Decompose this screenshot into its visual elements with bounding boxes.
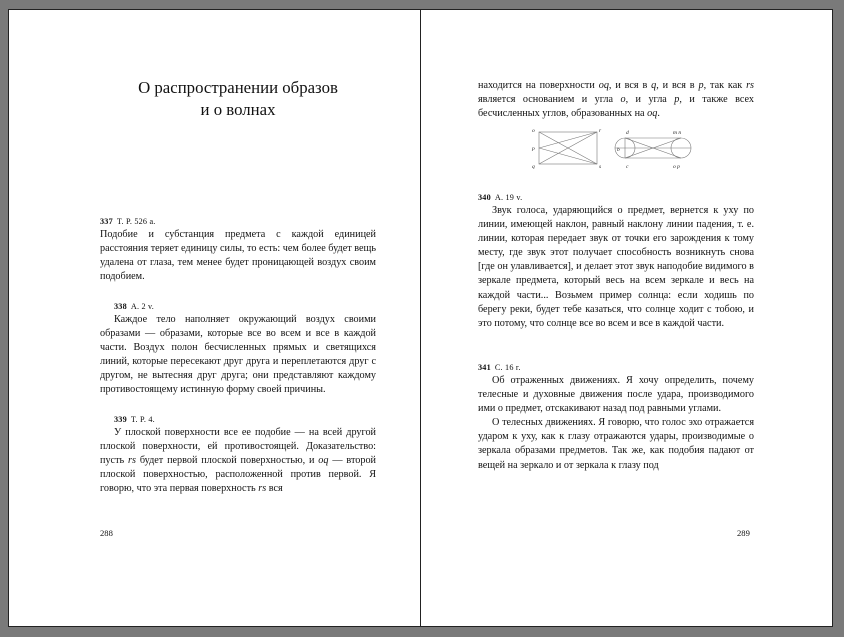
paragraph: Об отраженных движениях. Я хочу определить, почему телесные и духовные движения после удара, производимого ими о предмет, отскакивают назад под равными углами.: [478, 375, 754, 415]
math-symbol: p: [674, 94, 680, 106]
text-run: .: [657, 108, 660, 120]
chapter-title: [100, 77, 376, 121]
book-spread: [9, 10, 832, 626]
chapter-title-line-2: и о волнах: [200, 100, 276, 119]
section-339-continued: [478, 79, 754, 121]
math-symbol: o: [620, 94, 626, 106]
paragraph: Подобие и субстанция предмета с каждой единицей расстояния теряет единицу силы, то есть: чем более будет вещь удалена от глаза, тем менее будет проницающей воздух своим подобием.: [100, 229, 376, 283]
chapter-title-line-1: О распространении образов: [138, 78, 338, 97]
label-o: o: [532, 128, 535, 134]
text-run: — второй плоской поверхностью, расположенной против первой. Я говорю, что эта первая поверхность: [100, 455, 376, 495]
section-source: C. 16 r.: [494, 363, 521, 372]
section-number: 339: [114, 415, 127, 424]
section-ref: [100, 301, 376, 312]
label-mn: m n: [673, 130, 682, 136]
cross-line: [539, 132, 597, 148]
section-source: T. P. 4.: [130, 415, 155, 424]
page-number: 289: [737, 528, 750, 538]
text-run: , и вся в: [656, 80, 699, 91]
text-run: , и также всех бесчисленных углов, образованных на: [478, 94, 755, 120]
section-number: 338: [114, 302, 127, 311]
text-run: , так как: [703, 80, 747, 91]
page-number: 288: [100, 528, 113, 538]
section-number: 337: [100, 217, 113, 226]
circles-figure: [615, 138, 691, 158]
text-run: вся: [266, 483, 283, 495]
text-run: является основанием и угла: [478, 94, 621, 106]
right-page: [421, 10, 832, 626]
paragraph: Каждое тело наполняет окружающий воздух своими образами — образами, которые все во всем и все в каждой части. Воздух полон бесчисленных прямых и светящихся линий, которые пересекают друг друга и переплетаются друг с другом, не вытесняя друг друга; они представляют каждому противостоящему истинную форму своей причины.: [100, 314, 376, 396]
section-source: A. 2 v.: [130, 302, 155, 311]
label-b: b: [617, 147, 620, 153]
section-340: [478, 192, 754, 331]
section-source: A. 19 v.: [494, 193, 523, 202]
left-page: [9, 10, 420, 626]
cross-line: [539, 148, 597, 164]
section-341: [478, 362, 754, 473]
text-run: У плоской поверхности все ее подобие — на всей другой плоской поверхности, ей противостоящей. Доказательство: пусть: [100, 427, 376, 467]
section-number: 340: [478, 193, 491, 202]
math-symbol: p: [698, 80, 704, 91]
math-symbol: oq: [318, 455, 329, 467]
label-d: d: [626, 130, 629, 136]
paragraph: Звук голоса, ударяющийся о предмет, вернется к уху по линии, имеющей наклон, равный наклону линии падения, т. е. линии, которая передает звук от точки его зарождения к тому месту, где звук этот получает способность возникнуть снова [где он улавливается], и делает этот звук наподобие видимого в зеркале предмета, который весь на всем зеркале и весь на каждой части... Возьмем пример солнца: если ходишь по берегу реки, будет тебе казаться, что солнце ходит с тобою, и это потому, что солнце все во всем и все в каждой части.: [478, 205, 754, 329]
text-run: находится на поверхности: [478, 80, 599, 91]
section-337: [100, 216, 376, 284]
optics-diagram: [529, 126, 701, 170]
label-q: q: [532, 164, 535, 170]
math-symbol: rs: [746, 80, 754, 91]
label-p: p: [532, 146, 535, 152]
text-run: , и вся в: [608, 80, 652, 91]
math-symbol: rs: [128, 455, 136, 467]
section-source: T. P. 526 a.: [116, 217, 156, 226]
section-338: [100, 301, 376, 398]
section-ref: [100, 216, 376, 227]
section-339: [100, 414, 376, 496]
math-symbol: q: [651, 80, 657, 91]
section-ref: [478, 362, 754, 373]
math-symbol: oq: [598, 80, 609, 91]
math-symbol: oq: [647, 108, 658, 120]
math-symbol: rs: [258, 483, 267, 495]
paragraph: О телесных движениях. Я говорю, что голос эхо отражается ударом к уху, как к глазу отражаются удары, производимые о зеркала образами предметов. Так же, как подобия падают от вещей на зеркало и от зеркала к глазу под: [478, 417, 754, 471]
label-r: r: [599, 128, 602, 134]
label-c: c: [626, 164, 629, 170]
paragraph: [478, 79, 754, 121]
rectangle-figure: [539, 132, 597, 164]
paragraph: [100, 426, 376, 496]
label-s: s: [599, 164, 602, 170]
section-ref: [100, 414, 376, 425]
text-run: , и угла: [625, 94, 675, 106]
section-ref: [478, 192, 754, 203]
section-number: 341: [478, 363, 491, 372]
text-run: будет первой плоской поверхностью, и: [135, 455, 319, 467]
label-op: o p: [673, 164, 680, 170]
